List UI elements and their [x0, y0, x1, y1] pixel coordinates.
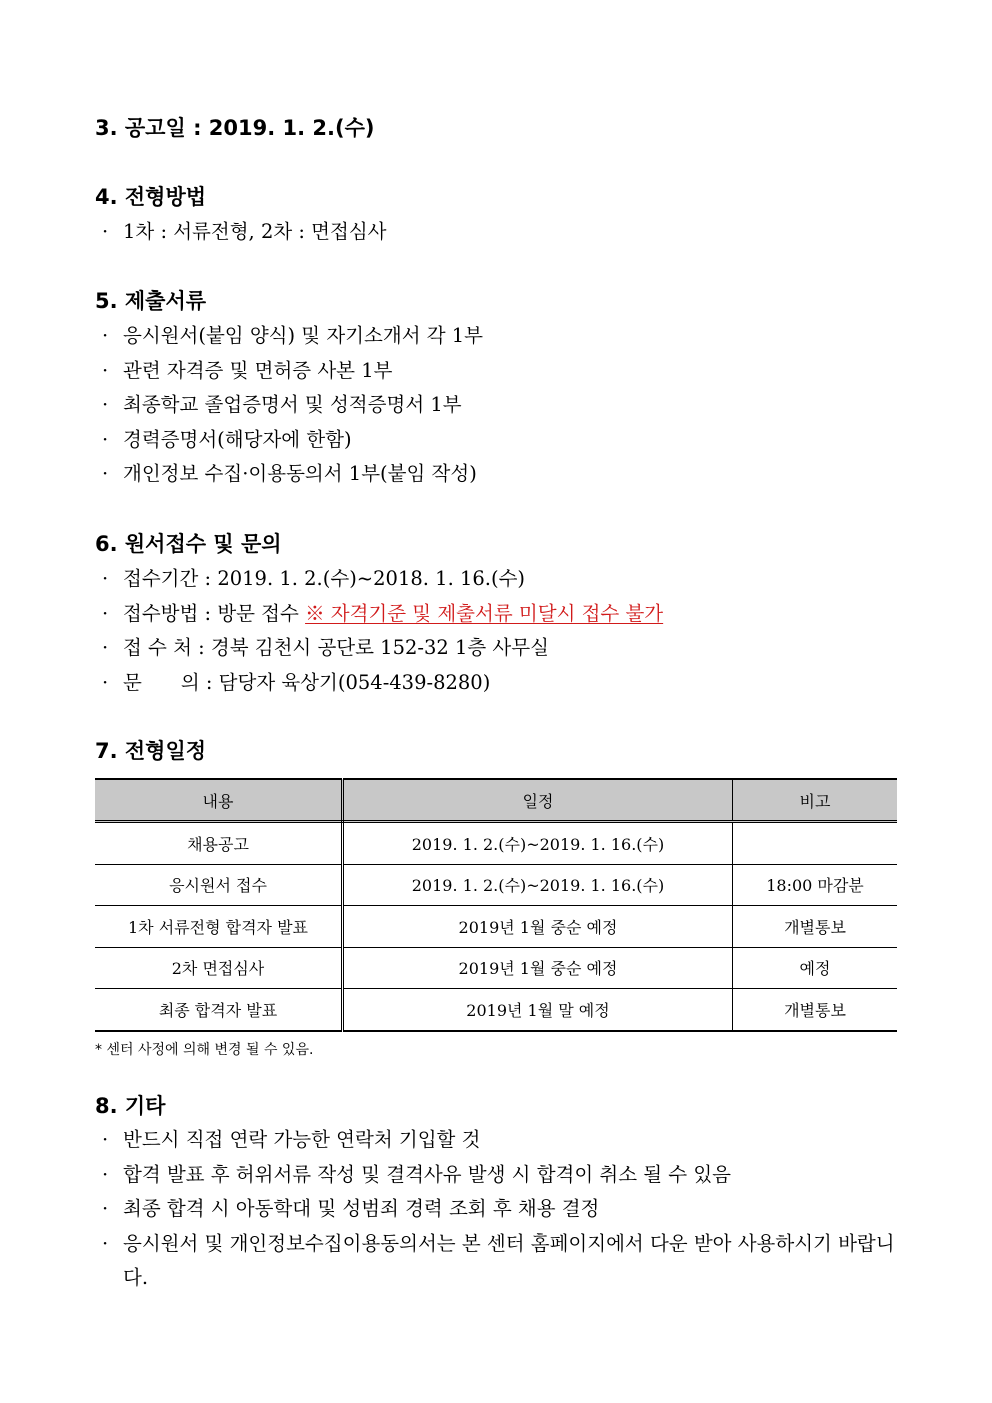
list-item-period: · 접수기간 : 2019. 1. 2.(수)~2018. 1. 16.(수)	[95, 562, 897, 597]
table-cell: 1차 서류전형 합격자 발표	[95, 906, 343, 948]
table-row	[95, 864, 897, 906]
table-cell: 2019년 1월 중순 예정	[343, 906, 733, 948]
bullet-dot: ·	[102, 1197, 109, 1220]
section-4-heading: 4. 전형방법	[95, 185, 207, 209]
table-cell: 개별통보	[733, 906, 898, 948]
table-cell: 2019. 1. 2.(수)~2019. 1. 16.(수)	[343, 822, 733, 865]
table-cell: 최종 합격자 발표	[95, 989, 343, 1031]
section-5-heading: 5. 제출서류	[95, 289, 207, 313]
table-cell: 2차 면접심사	[95, 947, 343, 989]
list-item: · 개인정보 수집·이용동의서 1부(붙임 작성)	[95, 457, 897, 492]
bullet-dot: ·	[102, 670, 109, 694]
column-header-remarks: 비고	[733, 779, 898, 822]
bullet-dot: ·	[102, 358, 109, 382]
bullet-dot: ·	[102, 636, 109, 659]
list-item: · 경력증명서(해당자에 한함)	[95, 423, 897, 458]
section-8-heading: 8. 기타	[95, 1094, 166, 1118]
bullet-dot: ·	[102, 462, 109, 485]
table-row	[95, 822, 897, 865]
bullet-dot: ·	[102, 1128, 109, 1151]
table-cell: 채용공고	[95, 822, 343, 865]
table-header-row	[95, 779, 897, 822]
list-item: · 최종학교 졸업증명서 및 성적증명서 1부	[95, 388, 897, 423]
section-3-heading: 3. 공고일 : 2019. 1. 2.(수)	[95, 116, 375, 140]
list-item: · 1차 : 서류전형, 2차 : 면접심사	[95, 215, 897, 250]
bullet-dot: ·	[102, 1162, 109, 1186]
table-cell: 예정	[733, 947, 898, 989]
bullet-dot: ·	[102, 220, 109, 243]
table-row	[95, 947, 897, 989]
bullet-dot: ·	[102, 427, 109, 451]
bullet-dot: ·	[102, 1231, 109, 1255]
table-row	[95, 989, 897, 1031]
list-item: · 관련 자격증 및 면허증 사본 1부	[95, 354, 897, 389]
list-item-method: · 접수방법 : 방문 접수 ※ 자격기준 및 제출서류 미달시 접수 불가	[95, 597, 897, 632]
list-item: · 합격 발표 후 허위서류 작성 및 결격사유 발생 시 합격이 취소 될 수 있음	[95, 1158, 897, 1193]
list-item-place: · 접 수 처 : 경북 김천시 공단로 152-32 1층 사무실	[95, 631, 897, 666]
column-header-schedule: 일정	[343, 779, 733, 822]
table-cell: 2019년 1월 중순 예정	[343, 947, 733, 989]
list-item: · 최종 합격 시 아동학대 및 성범죄 경력 조회 후 채용 결정	[95, 1192, 897, 1227]
list-item: · 응시원서(붙임 양식) 및 자기소개서 각 1부	[95, 319, 897, 354]
method-warning: ※ 자격기준 및 제출서류 미달시 접수 불가	[305, 601, 664, 625]
table-note: * 센터 사정에 의해 변경 될 수 있음.	[95, 1042, 314, 1058]
table-cell: 응시원서 접수	[95, 864, 343, 906]
section-4-list	[95, 215, 897, 250]
table-cell: 2019년 1월 말 예정	[343, 989, 733, 1031]
column-header-content: 내용	[95, 779, 343, 822]
schedule-table	[95, 778, 897, 1032]
table-cell: 2019. 1. 2.(수)~2019. 1. 16.(수)	[343, 864, 733, 906]
table-cell: 18:00 마감분	[733, 864, 898, 906]
section-6-heading: 6. 원서접수 및 문의	[95, 532, 282, 556]
bullet-dot: ·	[102, 324, 109, 347]
bullet-dot: ·	[102, 393, 109, 416]
section-5-list	[95, 319, 897, 492]
list-item-contact: · 문 의 : 담당자 육상기(054-439-8280)	[95, 666, 897, 701]
list-item: · 응시원서 및 개인정보수집이용동의서는 본 센터 홈페이지에서 다운 받아 사용하시기 바랍니다.	[95, 1227, 897, 1296]
bullet-dot: ·	[102, 567, 109, 590]
table-cell: 개별통보	[733, 989, 898, 1031]
list-item: · 반드시 직접 연락 가능한 연락처 기입할 것	[95, 1123, 897, 1158]
section-8-list	[95, 1123, 897, 1296]
section-6-list	[95, 562, 897, 700]
table-row	[95, 906, 897, 948]
section-7-heading: 7. 전형일정	[95, 739, 207, 763]
bullet-dot: ·	[102, 601, 109, 625]
table-cell	[733, 822, 898, 865]
